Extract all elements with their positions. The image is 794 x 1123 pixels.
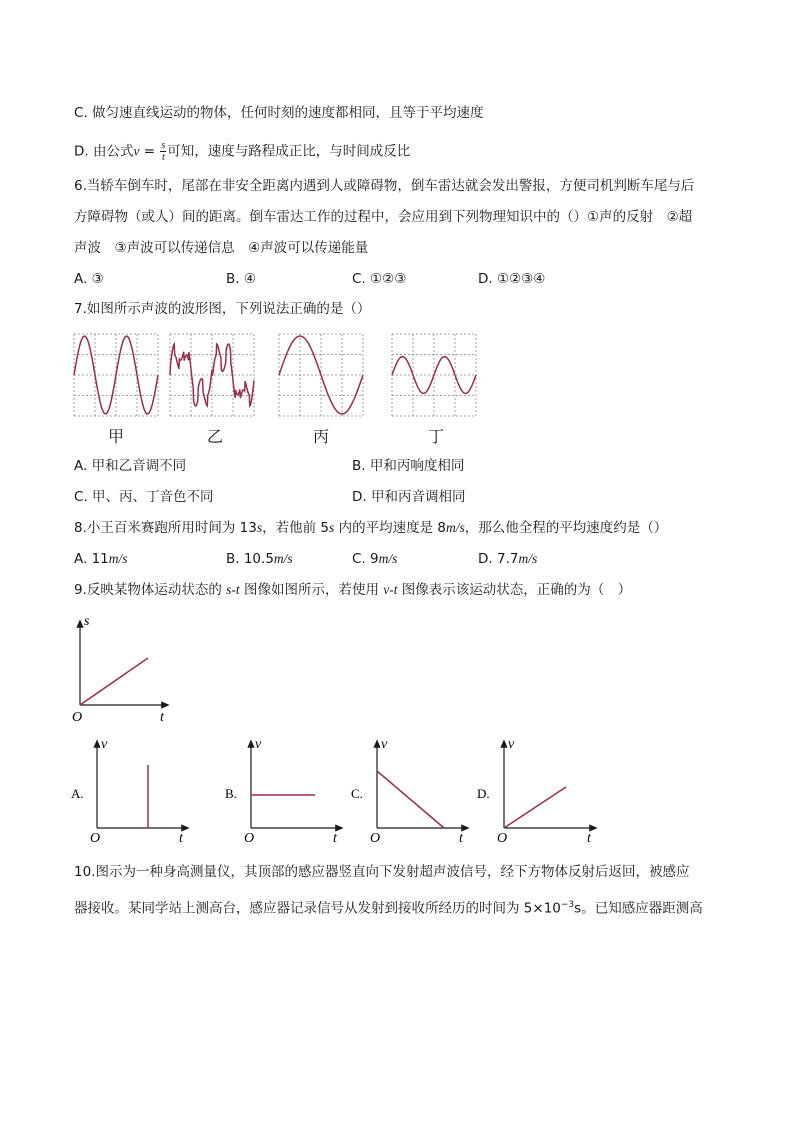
q9-stem-part3: 图像表示该运动状态，正确的为（ ） (397, 582, 632, 598)
q8-option-d-value: D. 7.7 (478, 551, 519, 567)
wave-label-bing: 丙 (313, 427, 330, 446)
q8-stem-part3: 内的平均速度是 8 (334, 520, 446, 536)
vt-a-x-label: t (179, 831, 183, 846)
q6-stem-line2: 方障碍物（或人）间的距离。倒车雷达工作的过程中，会应用到下列物理知识中的（）①声的反射 ②超 (74, 209, 693, 225)
q7-option-b: B. 甲和丙响度相同 (352, 458, 465, 474)
vt-b-x-label: t (333, 831, 337, 846)
vt-c-letter: C. (351, 786, 363, 801)
formula-fraction (160, 140, 166, 163)
q8-option-d-unit: m/s (518, 551, 538, 566)
q8-option-a-value: A. 11 (74, 551, 109, 567)
q8-option-d (478, 550, 537, 568)
fraction-numerator: s (161, 140, 166, 151)
q9-stem-part2: 图像如图所示，若使用 (239, 582, 384, 598)
q8-option-c-unit: m/s (378, 551, 398, 566)
q10-stem-line2 (74, 896, 703, 918)
q6-option-c: C. ①②③ (352, 271, 407, 287)
q8-option-a-unit: m/s (108, 551, 128, 566)
vt-b-origin: O (244, 831, 255, 846)
q9-stem (74, 581, 631, 599)
q10-stem-part2: 。已知感应器距测高 (581, 900, 703, 917)
vt-c-line (377, 771, 444, 828)
st-y-label: s (84, 614, 90, 629)
vt-d-line (504, 787, 566, 828)
q8-stem-part4: ，那么他全程的平均速度约是（） (464, 520, 668, 536)
q5-option-d (74, 140, 410, 163)
q7-option-c: C. 甲、丙、丁音色不同 (74, 489, 214, 505)
q7-option-d: D. 甲和丙音调相同 (352, 489, 466, 505)
formula-v: v (133, 143, 140, 159)
q8-stem-part2: ，若他前 5 (262, 520, 330, 536)
q9-st-label: s-t (226, 582, 240, 597)
q10-unit: s (574, 900, 582, 917)
q5-option-d-suffix: 可知，速度与路程成正比，与时间成反比 (167, 143, 411, 160)
q8-option-b-value: B. 10.5 (226, 551, 274, 567)
vt-b-letter: B. (225, 786, 237, 801)
q8-unit-seconds-2: s (329, 520, 335, 535)
q8-option-a (74, 550, 128, 568)
q6-stem-line1: 6.当轿车倒车时，尾部在非安全距离内遇到人或障碍物，倒车雷达就会发出警报，方便司机判断车尾与后 (74, 178, 695, 194)
vt-b-y-label: v (255, 737, 262, 752)
q9-vt-label: v-t (383, 582, 398, 597)
q10-exponent: −3 (560, 900, 575, 910)
formula-eq: = (139, 143, 160, 160)
q8-unit-speed: m/s (445, 520, 465, 535)
q5-option-c: C. 做匀速直线运动的物体，任何时刻的速度都相同，且等于平均速度 (74, 105, 484, 121)
vt-d-x-label: t (587, 831, 591, 846)
q10-stem-part1: 器接收。某同学站上测高台，感应器记录信号从发射到接收所经历的时间为 5×10 (74, 900, 561, 917)
vt-graph-b (225, 737, 340, 846)
vt-graph-c (351, 737, 466, 846)
q6-option-a: A. ③ (74, 271, 104, 287)
q8-option-c-value: C. 9 (352, 551, 379, 567)
vt-a-y-label: v (101, 737, 108, 752)
wave-label-yi: 乙 (207, 427, 224, 446)
q10-stem-line1: 10.图示为一种身高测量仪，其顶部的感应器竖直向下发射超声波信号，经下方物体反射后返回，被感应 (74, 864, 690, 880)
q8-unit-seconds: s (256, 520, 263, 535)
q8-option-b (226, 550, 293, 568)
q8-stem (74, 519, 667, 537)
q8-option-b-unit: m/s (273, 551, 293, 566)
q5-option-d-prefix: D. 由公式 (74, 143, 134, 160)
st-x-label: t (160, 710, 164, 725)
q6-stem-line3: 声波 ③声波可以传递信息 ④声波可以传递能量 (74, 240, 369, 256)
vt-graph-a (71, 737, 186, 846)
q7-option-a: A. 甲和乙音调不同 (74, 458, 187, 474)
vt-d-letter: D. (477, 786, 490, 801)
vt-a-letter: A. (71, 786, 84, 801)
fraction-denominator: t (161, 152, 165, 163)
q9-stem-part1: 9.反映某物体运动状态的 (74, 582, 227, 598)
st-graph (0, 605, 794, 865)
q8-option-c (352, 550, 397, 568)
wave-label-jia: 甲 (108, 427, 125, 446)
wave-label-ding: 丁 (428, 427, 445, 446)
q8-stem-part1: 8.小王百米赛跑所用时间为 13 (74, 520, 257, 536)
vt-graph-d (477, 737, 594, 846)
waveform-figures (0, 330, 794, 420)
vt-c-y-label: v (381, 737, 388, 752)
st-axes (80, 623, 166, 705)
vt-c-origin: O (370, 831, 381, 846)
vt-c-x-label: t (459, 831, 463, 846)
q6-option-d: D. ①②③④ (478, 271, 546, 287)
st-line (80, 658, 148, 705)
vt-a-origin: O (90, 831, 101, 846)
st-origin: O (72, 710, 83, 725)
q7-stem: 7.如图所示声波的波形图，下列说法正确的是（） (74, 301, 371, 317)
vt-d-origin: O (497, 831, 508, 846)
vt-d-y-label: v (508, 737, 515, 752)
q6-option-b: B. ④ (226, 271, 256, 287)
